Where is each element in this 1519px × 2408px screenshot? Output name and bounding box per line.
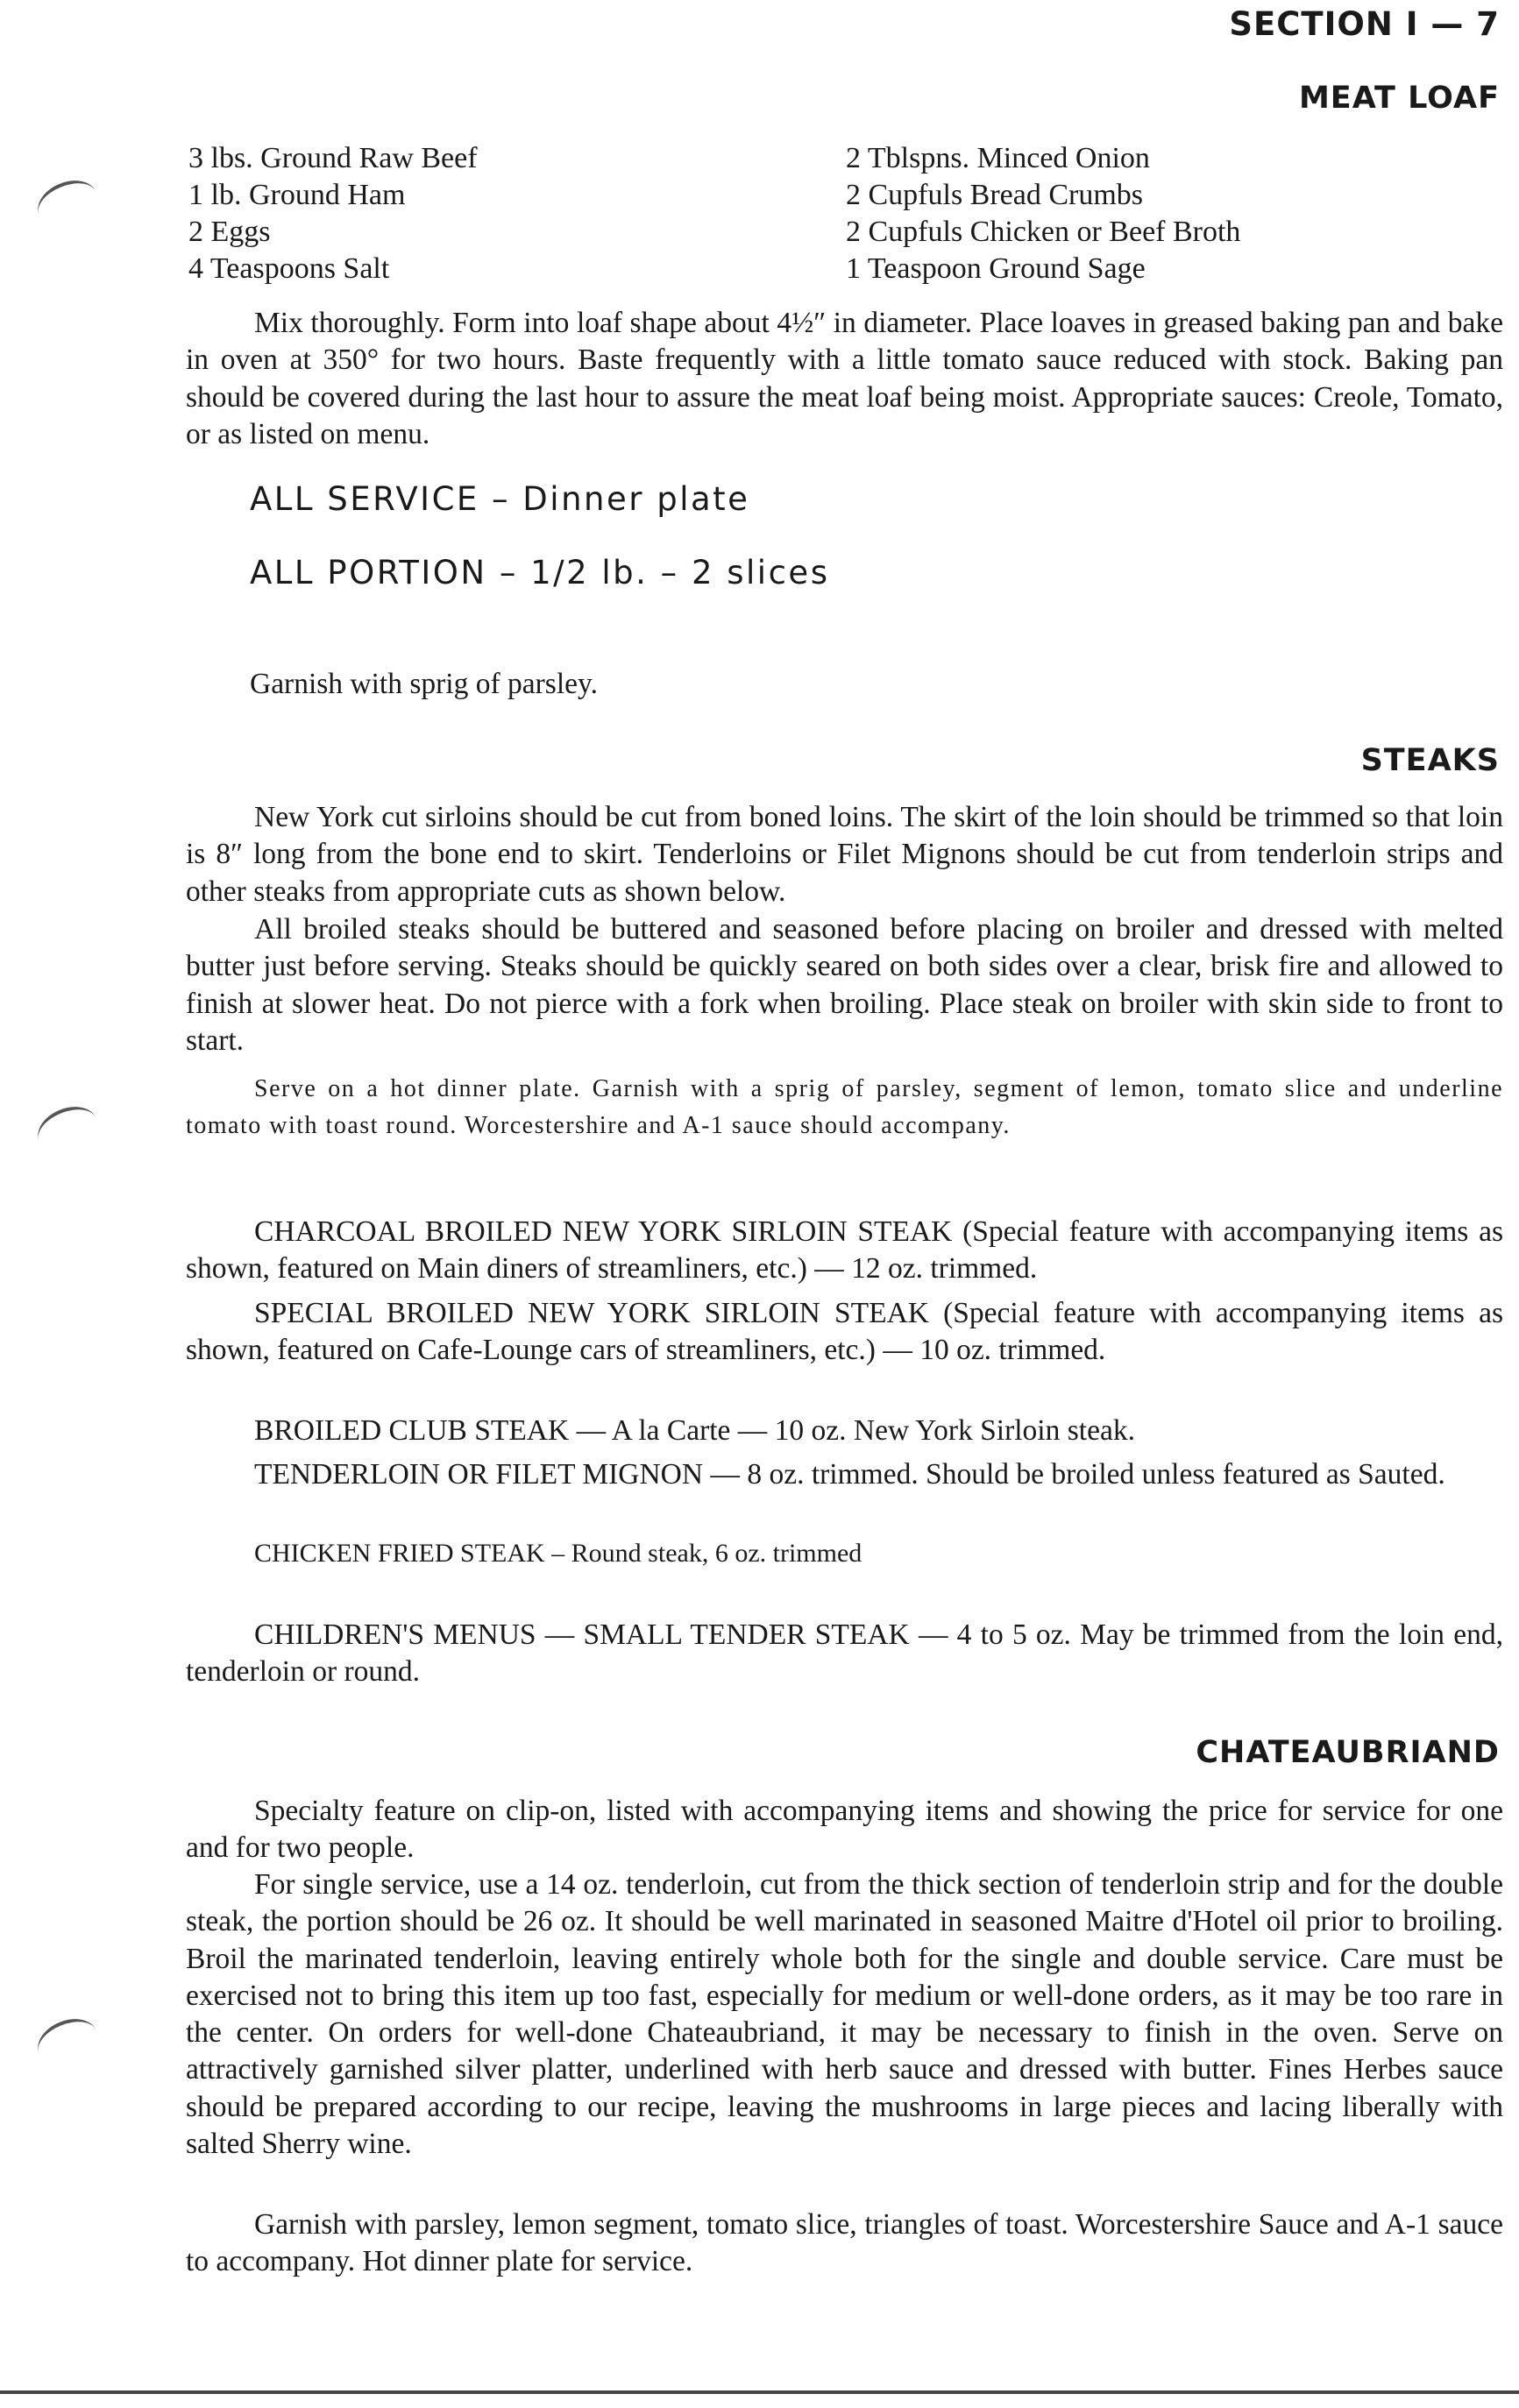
chateaubriand-paragraph: For single service, use a 14 oz. tenderloin, cut from the thick section of tenderloin strip and for the double steak, the portion should be 26 oz. It should be well marinated in seasoned Maitre d'Hotel oil prior to broiling. Broil the marinated tenderloin, leaving entirely whole both for the single and double service. Care must be exercised not to bring this item up too fast, especially for medium or well-done orders, as it may be too rare in the center. On orders for well-done Chateaubriand, it may be necessary to finish in the oven. Serve on attractively garnished silver platter, underlined with herb sauce and dressed with butter. Fines Herbes sauce should be prepared according to our recipe, leaving the mushrooms in large pieces and lacing liberally with salted Sherry wine. [186, 1868, 1503, 2161]
steak-item: CHARCOAL BROILED NEW YORK SIRLOIN STEAK (Special feature with accompanying items as shown, featured on Main diners of streamliners, etc.) — 12 oz. trimmed. [186, 1215, 1503, 1285]
ingredient-item: 1 lb. Ground Ham [188, 179, 406, 211]
binder-hole-mark [32, 2011, 104, 2073]
ingredient-item: 3 lbs. Ground Raw Beef [188, 142, 478, 174]
chateaubriand-paragraph: Garnish with parsley, lemon segment, tomato slice, triangles of toast. Worcestershire Sauce and A-1 sauce to accompany. Hot dinner plate for service. [186, 2208, 1503, 2278]
garnish-note: Garnish with sprig of parsley. [250, 668, 598, 700]
ingredient-column-left [188, 140, 478, 287]
chateaubriand-paragraph: Specialty feature on clip-on, listed with accompanying items and showing the price for service for one and for two people. [186, 1795, 1503, 1865]
binder-hole-mark [32, 173, 104, 235]
ingredient-item: 1 Teaspoon Ground Sage [846, 252, 1146, 285]
steak-item: TENDERLOIN OR FILET MIGNON — 8 oz. trimmed. Should be broiled unless featured as Sauted. [254, 1458, 1445, 1491]
ingredient-item: 2 Cupfuls Bread Crumbs [846, 179, 1144, 211]
steak-item: SPECIAL BROILED NEW YORK SIRLOIN STEAK (Special feature with accompanying items as shown, featured on Cafe-Lounge cars of streamliners, etc.) — 10 oz. trimmed. [186, 1297, 1503, 1367]
meat-loaf-instructions: Mix thoroughly. Form into loaf shape about 4½″ in diameter. Place loaves in greased baking pan and bake in oven at 350° for two hours. Baste frequently with a little tomato sauce reduced with stock. Baking pan should be covered during the last hour to assure the meat loaf being moist. Appropriate sauces: Creole, Tomato, or as listed on menu. [186, 307, 1503, 450]
ingredient-column-right [846, 140, 1240, 287]
steaks-serving-note: Serve on a hot dinner plate. Garnish with a sprig of parsley, segment of lemon, tomato slice and underline tomato with toast round. Worcestershire and A-1 sauce should accompany. [186, 1075, 1503, 1139]
ingredient-item: 2 Tblspns. Minced Onion [846, 142, 1150, 174]
chateaubriand-heading: CHATEAUBRIAND [1196, 1735, 1500, 1770]
steaks-paragraph: All broiled steaks should be buttered and seasoned before placing on broiler and dressed with melted butter just before serving. Steaks should be quickly seared on both sides over a clear, brisk fire and allowed to finish at slower heat. Do not pierce with a fork when broiling. Place steak on broiler with skin side to front to start. [186, 913, 1503, 1057]
section-label: SECTION I — 7 [1229, 5, 1500, 43]
bottom-rule [0, 2390, 1519, 2394]
meat-loaf-heading: MEAT LOAF [1298, 81, 1500, 116]
ingredient-item: 2 Eggs [188, 216, 271, 248]
service-note: ALL SERVICE – Dinner plate [250, 480, 750, 518]
steaks-heading: STEAKS [1360, 743, 1500, 778]
steak-item: BROILED CLUB STEAK — A la Carte — 10 oz. New York Sirloin steak. [254, 1414, 1135, 1447]
steak-item: CHICKEN FRIED STEAK – Round steak, 6 oz. trimmed [254, 1539, 862, 1568]
ingredient-item: 4 Teaspoons Salt [188, 252, 390, 285]
ingredient-item: 2 Cupfuls Chicken or Beef Broth [846, 216, 1241, 248]
portion-note: ALL PORTION – 1/2 lb. – 2 slices [250, 554, 830, 591]
steak-item: CHILDREN'S MENUS — SMALL TENDER STEAK — 4 to 5 oz. May be trimmed from the loin end, tenderloin or round. [186, 1618, 1503, 1689]
binder-hole-mark [32, 1099, 104, 1161]
steaks-paragraph: New York cut sirloins should be cut from boned loins. The skirt of the loin should be trimmed so that loin is 8″ long from the bone end to skirt. Tenderloins or Filet Mignons should be cut from tenderloin strips and other steaks from appropriate cuts as shown below. [186, 801, 1503, 908]
